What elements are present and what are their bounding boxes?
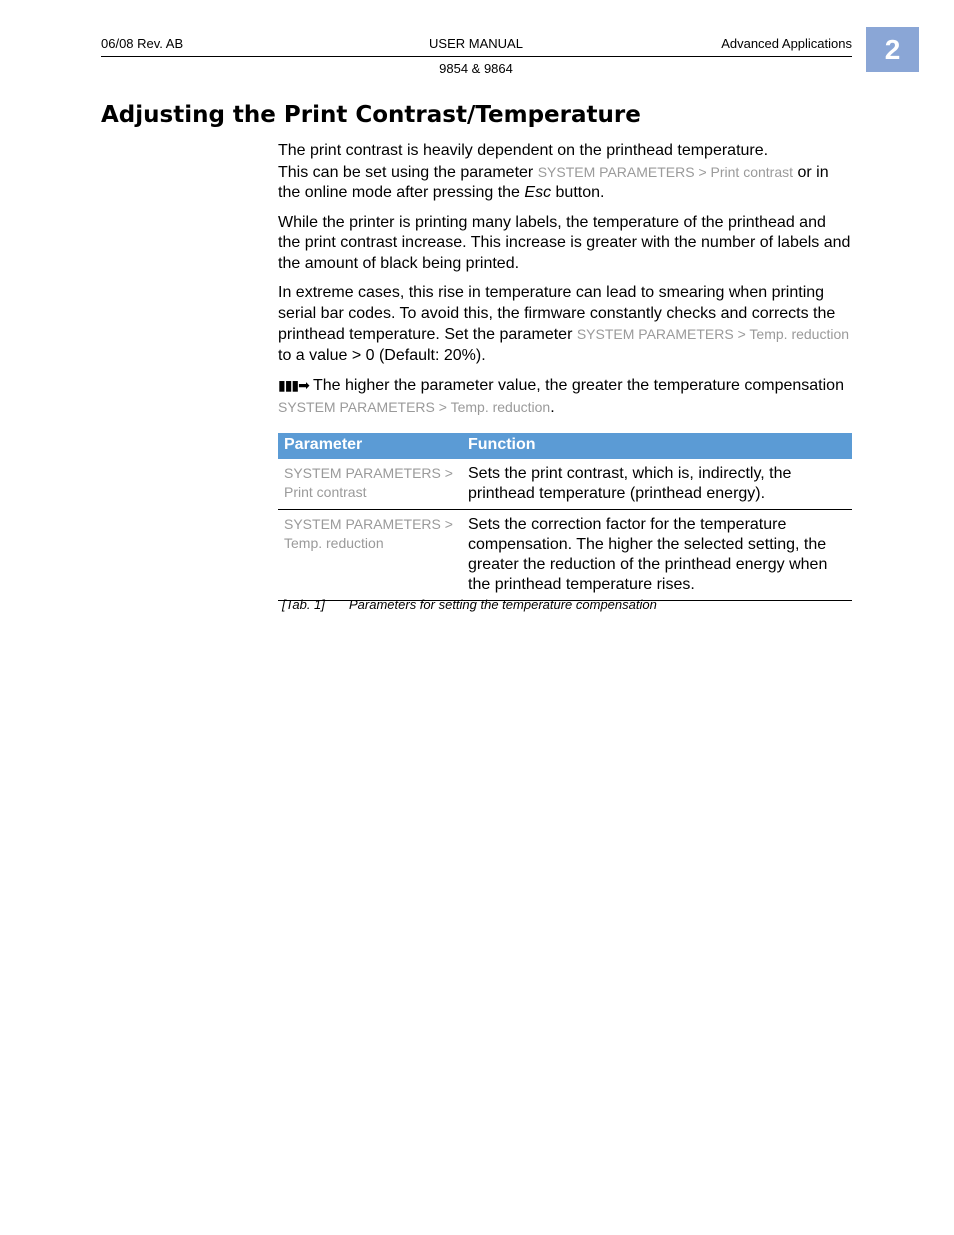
p1-text-a: The print contrast is heavily dependent on the printhead temperature. — [278, 142, 769, 159]
table-cell-function: Sets the print contrast, which is, indirectly, the printhead temperature (printhead energy). — [462, 459, 852, 510]
param-temp-reduction: SYSTEM PARAMETERS > Temp. reduction — [576, 326, 850, 342]
table-caption-number: [Tab. 1] — [282, 597, 325, 612]
header-section-name: Advanced Applications — [721, 36, 852, 51]
tip-text-a: The higher the parameter value, the greater the temperature compensation — [313, 377, 844, 394]
p1-text-b: This can be set using the parameter — [278, 163, 534, 181]
param-line1: SYSTEM PARAMETERS > — [284, 464, 453, 481]
table-row — [278, 459, 852, 510]
header-model-numbers: 9854 & 9864 — [439, 61, 513, 76]
p3-text-b: to a value > 0 (Default: 20%). — [278, 346, 486, 364]
column-header-parameter: Parameter — [278, 433, 462, 459]
paragraph-intro — [278, 141, 852, 204]
paragraph-tip — [278, 375, 852, 418]
table-cell-function: Sets the correction factor for the temperature compensation. The higher the selected setting, the greater the reduction of the printhead energy when the printhead temperature rises. — [462, 509, 852, 600]
body-text — [278, 141, 852, 601]
column-header-function: Function — [462, 433, 852, 459]
paragraph-extreme — [278, 283, 852, 366]
table-row — [278, 509, 852, 600]
tip-text-b: . — [550, 398, 555, 416]
header-manual-title: USER MANUAL — [429, 36, 523, 51]
header-revision: 06/08 Rev. AB — [101, 36, 184, 51]
p1-text-d: button. — [555, 184, 605, 201]
table-caption-text: Parameters for setting the temperature compensation — [349, 597, 657, 612]
parameter-table — [278, 433, 852, 601]
table-cell-parameter — [278, 459, 462, 510]
table-cell-parameter — [278, 509, 462, 600]
tip-param-temp-reduction: SYSTEM PARAMETERS > Temp. reduction — [278, 398, 551, 415]
page-title: Adjusting the Print Contrast/Temperature — [101, 102, 641, 128]
param-line2: Print contrast — [284, 483, 367, 500]
p3-text-a: In extreme cases, this rise in temperature can lead to smearing when printing serial bar codes. To avoid this, the firmware constantly checks and corrects the printhead temperature. Set the parameter — [278, 284, 836, 343]
param-line1: SYSTEM PARAMETERS > — [284, 515, 453, 532]
arrow-right-icon: ▮▮▮➡ — [278, 377, 309, 393]
esc-key-label: Esc — [524, 184, 552, 201]
table-caption — [282, 597, 657, 612]
paragraph-printing: While the printer is printing many labels, the temperature of the printhead and the print contrast increase. This increase is greater with the number of labels and the amount of black being printed. — [278, 213, 851, 272]
header-divider — [101, 56, 852, 57]
p1-text-c: or in the online mode after pressing the — [278, 163, 829, 201]
param-line2: Temp. reduction — [284, 534, 384, 551]
table-header-row — [278, 433, 852, 459]
param-print-contrast: SYSTEM PARAMETERS > Print contrast — [537, 163, 794, 180]
chapter-tab: 2 — [866, 27, 919, 72]
